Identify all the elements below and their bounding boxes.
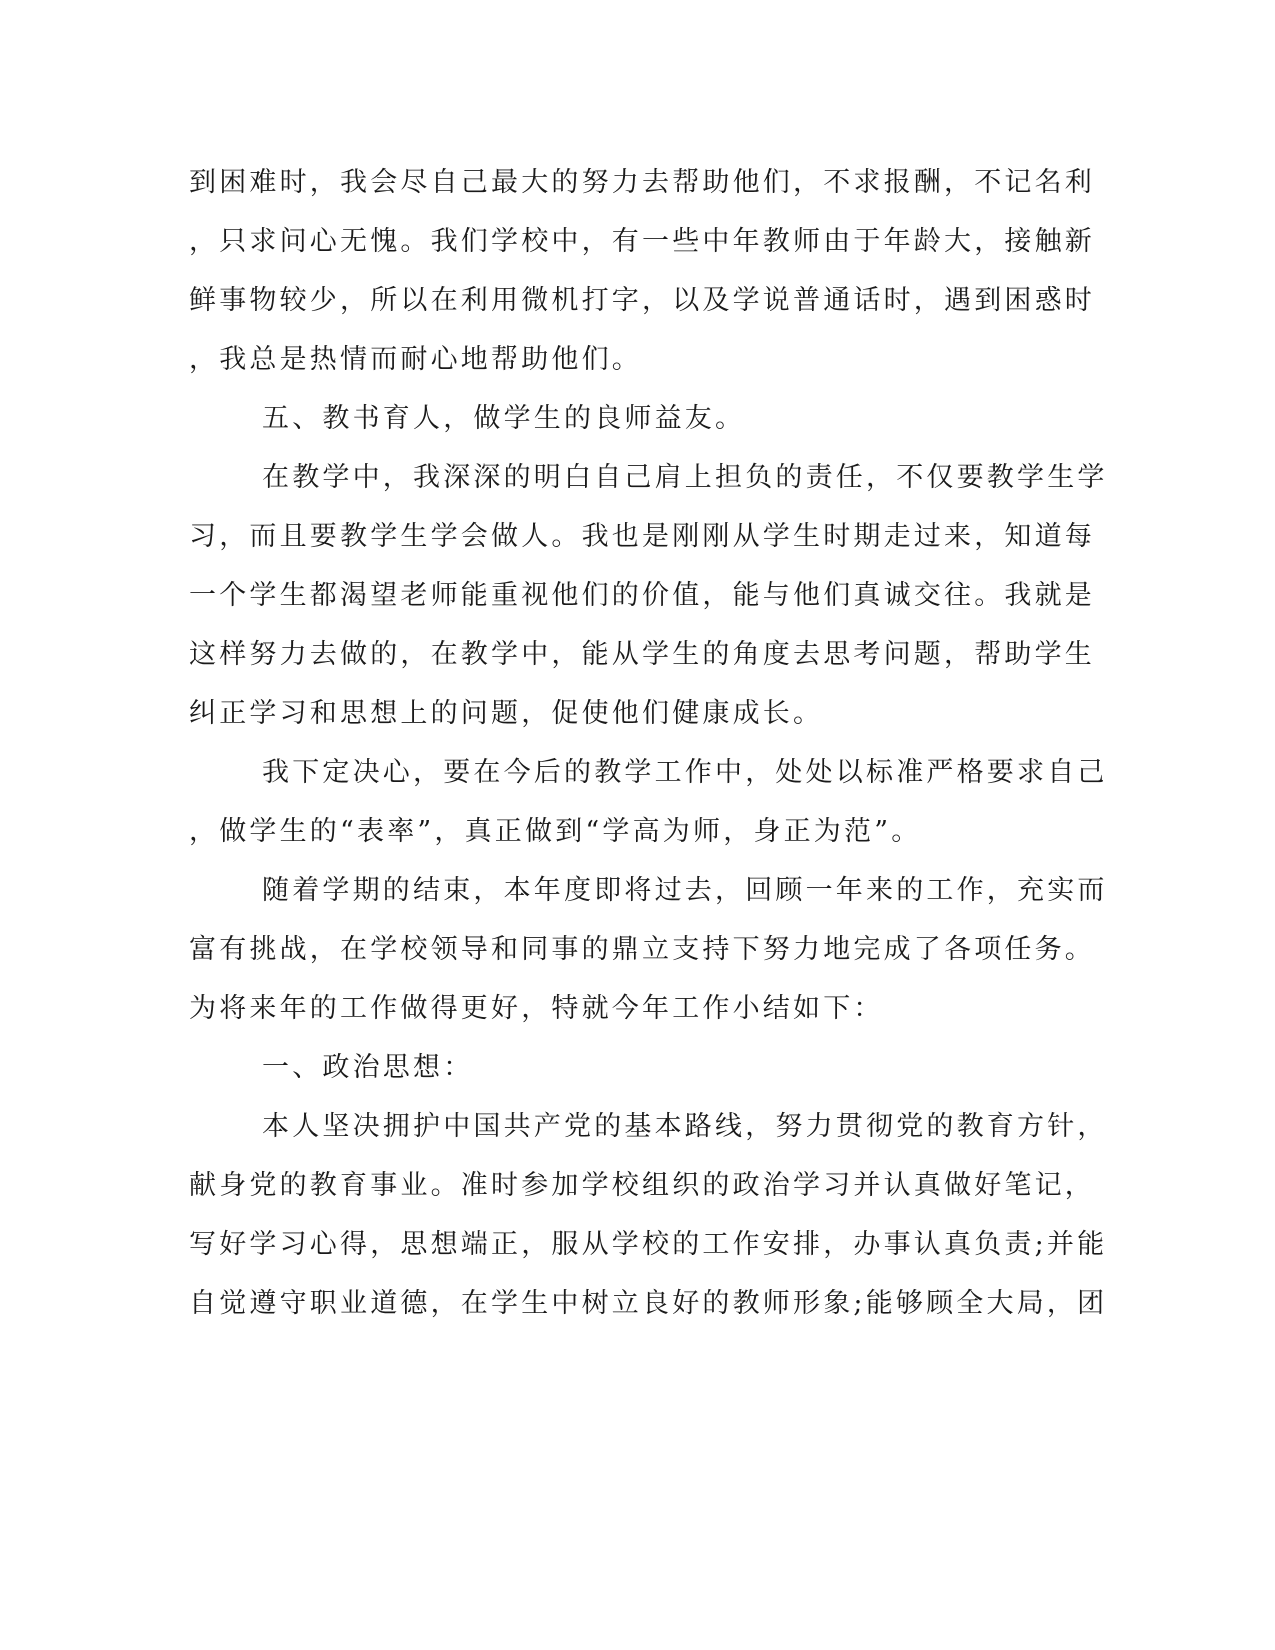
text-line: 为将来年的工作做得更好，特就今年工作小结如下：	[189, 993, 884, 1024]
text-line: ，我总是热情而耐心地帮助他们。	[189, 344, 642, 375]
text-line: 这样努力去做的，在教学中，能从学生的角度去思考问题，帮助学生	[189, 639, 1095, 670]
section-heading: 五、教书育人，做学生的良师益友。	[262, 403, 746, 434]
text-line: 在教学中，我深深的明白自己肩上担负的责任，不仅要教学生学	[262, 462, 1108, 493]
text-line: ，做学生的“表率”，真正做到“学高为师，身正为范”。	[189, 816, 922, 847]
text-line: 写好学习心得，思想端正，服从学校的工作安排，办事认真负责;并能	[189, 1229, 1108, 1260]
text-line: ，只求问心无愧。我们学校中，有一些中年教师由于年龄大，接触新	[189, 226, 1095, 257]
section-heading: 一、政治思想：	[262, 1052, 474, 1083]
text-line: 到困难时，我会尽自己最大的努力去帮助他们，不求报酬，不记名利	[189, 167, 1095, 198]
text-line: 献身党的教育事业。准时参加学校组织的政治学习并认真做好笔记，	[189, 1170, 1095, 1201]
text-line: 我下定决心，要在今后的教学工作中，处处以标准严格要求自己	[262, 757, 1108, 788]
text-line: 富有挑战，在学校领导和同事的鼎立支持下努力地完成了各项任务。	[189, 934, 1095, 965]
text-line: 随着学期的结束，本年度即将过去，回顾一年来的工作，充实而	[262, 875, 1108, 906]
text-line: 纠正学习和思想上的问题，促使他们健康成长。	[189, 698, 824, 729]
text-line: 习，而且要教学生学会做人。我也是刚刚从学生时期走过来，知道每	[189, 521, 1095, 552]
text-line: 鲜事物较少，所以在利用微机打字，以及学说普通话时，遇到困惑时	[189, 285, 1095, 316]
text-line: 本人坚决拥护中国共产党的基本路线，努力贯彻党的教育方针，	[262, 1111, 1108, 1142]
text-line: 自觉遵守职业道德，在学生中树立良好的教师形象;能够顾全大局，团	[189, 1288, 1108, 1319]
text-line: 一个学生都渴望老师能重视他们的价值，能与他们真诚交往。我就是	[189, 580, 1095, 611]
